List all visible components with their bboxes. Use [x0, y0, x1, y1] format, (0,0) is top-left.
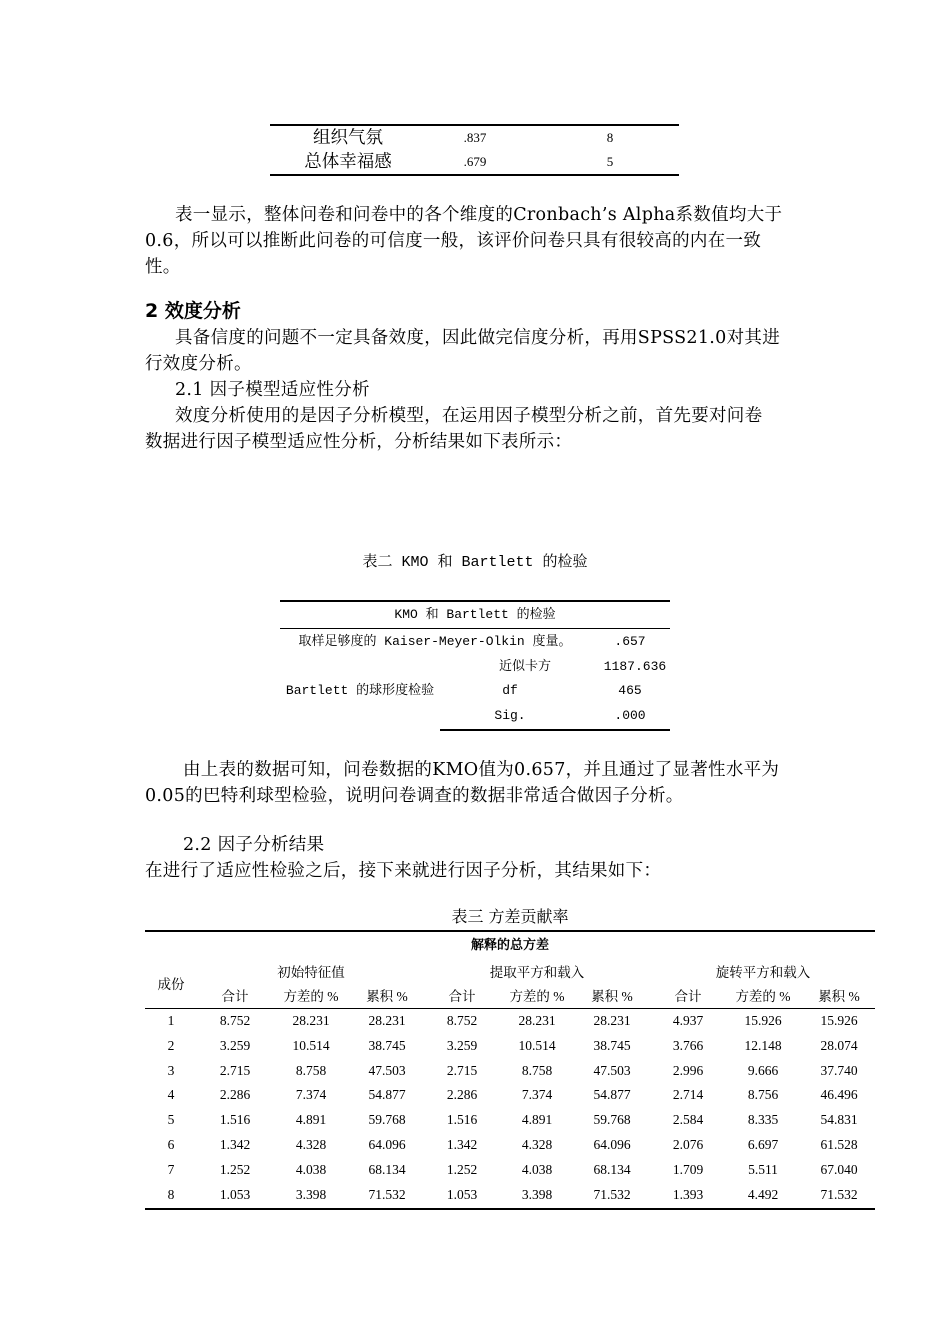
table1-row-alpha: .679: [463, 154, 487, 169]
bartlett-row-label: Sig.: [494, 708, 526, 723]
table-cell: 54.831: [820, 1112, 858, 1128]
bartlett-label: Bartlett 的球形度检验: [285, 683, 435, 698]
table-cell: 1.053: [219, 1186, 251, 1202]
table-cell: 1.709: [672, 1161, 704, 1177]
table-cell: 28.231: [518, 1013, 556, 1028]
table2-top-rule: [280, 600, 670, 602]
table3-top-rule: [145, 930, 875, 932]
table-cell: 7.374: [295, 1087, 327, 1103]
table-cell: 38.745: [368, 1037, 406, 1053]
table-cell: 59.768: [368, 1112, 406, 1128]
table-cell: 8.758: [295, 1062, 327, 1078]
table-cell: 37.740: [820, 1062, 858, 1078]
table1-row-items: 5: [606, 154, 614, 169]
sub-header: 累积 %: [818, 989, 860, 1004]
table-cell: 64.096: [368, 1137, 406, 1152]
table-cell: 8.752: [219, 1013, 251, 1028]
table-cell: 8.335: [747, 1112, 779, 1128]
table-cell: 67.040: [820, 1161, 858, 1177]
sub-header: 合计: [674, 989, 702, 1004]
table-cell: 1.053: [446, 1186, 478, 1202]
table-cell: 2.076: [672, 1137, 704, 1152]
table-cell: 10.514: [518, 1037, 556, 1053]
table-cell: 3.398: [521, 1186, 553, 1202]
table-cell: 8.756: [747, 1087, 779, 1103]
table-cell: 2.714: [672, 1087, 704, 1103]
component-number: 8: [167, 1186, 175, 1202]
paragraph-line: 表一显示，整体问卷和问卷中的各个维度的Cronbach’s Alpha系数值均大于: [175, 205, 783, 225]
paragraph-line: 由上表的数据可知，问卷数据的KMO值为0.657，并且通过了显著性水平为: [183, 760, 780, 780]
table2-header: KMO 和 Bartlett 的检验: [394, 607, 556, 622]
paragraph-line: 0.05的巴特利球型检验，说明问卷调查的数据非常适合做因子分析。: [145, 786, 684, 806]
component-number: 4: [167, 1087, 175, 1103]
table-cell: 28.074: [820, 1037, 858, 1053]
table-cell: 4.328: [295, 1137, 327, 1152]
paragraph: [145, 757, 825, 809]
table-cell: 10.514: [292, 1037, 330, 1053]
bartlett-row-label: df: [502, 683, 518, 698]
table-cell: 47.503: [593, 1062, 631, 1078]
table-cell: 1.252: [446, 1161, 478, 1177]
table-cell: 15.926: [744, 1013, 782, 1028]
paragraph: [145, 832, 825, 884]
paragraph-line: 0.6，所以可以推断此问卷的可信度一般，该评价问卷只具有很较高的内在一致: [145, 231, 762, 251]
table-cell: 1.516: [446, 1112, 478, 1128]
sub-header: 合计: [448, 989, 476, 1004]
component-number: 2: [167, 1037, 175, 1053]
component-header: 成份: [157, 977, 185, 992]
subsection-heading: 2.2 因子分析结果: [183, 835, 325, 855]
table-cell: 2.996: [672, 1062, 704, 1078]
paragraph-line: 数据进行因子模型适应性分析，分析结果如下表所示：: [145, 432, 573, 452]
table-cell: 9.666: [747, 1062, 779, 1078]
table-cell: 3.259: [446, 1037, 478, 1053]
table-cell: 15.926: [820, 1013, 858, 1028]
table-cell: 7.374: [521, 1087, 553, 1103]
table-cell: 38.745: [593, 1037, 631, 1053]
paragraph: [145, 325, 825, 455]
table-cell: 28.231: [292, 1013, 330, 1028]
component-number: 1: [167, 1013, 175, 1028]
table-cell: 4.038: [295, 1161, 327, 1177]
table-cell: 3.766: [672, 1037, 704, 1053]
table-cell: 2.715: [446, 1062, 478, 1078]
table1-row-dimension: 总体幸福感: [304, 152, 392, 172]
subsection-heading: 2.1 因子模型适应性分析: [175, 380, 370, 400]
group-header: 旋转平方和载入: [715, 965, 811, 980]
table-cell: 12.148: [744, 1037, 782, 1053]
table-cell: 4.891: [521, 1112, 553, 1128]
paragraph: [145, 202, 825, 280]
table-cell: 59.768: [593, 1112, 631, 1128]
table-cell: 2.584: [672, 1112, 704, 1128]
table-cell: 1.393: [672, 1186, 704, 1202]
sub-header: 累积 %: [366, 989, 408, 1004]
table1-row-dimension: 组织气氛: [313, 128, 383, 148]
table-cell: 64.096: [593, 1137, 631, 1152]
component-number: 3: [167, 1062, 175, 1078]
table-cell: 71.532: [368, 1186, 406, 1202]
paragraph-line: 效度分析使用的是因子分析模型，在运用因子模型分析之前，首先要对问卷: [175, 406, 763, 426]
table1-bottom-rule: [270, 174, 679, 176]
table-cell: 1.342: [446, 1137, 478, 1152]
table-cell: 4.328: [521, 1137, 553, 1152]
bartlett-row-value: .000: [614, 708, 646, 723]
table-cell: 8.752: [446, 1013, 478, 1028]
table3-header-rule: [145, 1008, 875, 1009]
table3-title: 解释的总方差: [470, 938, 549, 953]
table-cell: 4.492: [747, 1186, 779, 1202]
table-cell: 71.532: [593, 1186, 631, 1202]
table-cell: 3.398: [295, 1186, 327, 1202]
table-cell: 2.715: [219, 1062, 251, 1078]
table-cell: 61.528: [820, 1137, 858, 1152]
table-cell: 2.286: [219, 1087, 251, 1103]
table-cell: 68.134: [593, 1161, 631, 1177]
table-cell: 4.937: [672, 1013, 704, 1028]
sub-header: 累积 %: [591, 989, 633, 1004]
table2-caption: 表二 KMO 和 Bartlett 的检验: [362, 554, 588, 571]
bartlett-row-label: 近似卡方: [498, 659, 551, 674]
table-cell: 71.532: [820, 1186, 858, 1202]
bartlett-row-value: 1187.636: [603, 659, 667, 674]
table-cell: 54.877: [593, 1087, 631, 1103]
table-cell: 1.516: [219, 1112, 251, 1128]
sub-header: 方差的 %: [735, 989, 791, 1004]
component-number: 7: [167, 1161, 175, 1177]
table3-bottom-rule: [145, 1208, 875, 1210]
table-cell: 47.503: [368, 1062, 406, 1078]
paragraph-line: 具备信度的问题不一定具备效度，因此做完信度分析，再用SPSS21.0对其进: [175, 328, 780, 348]
kmo-value: .657: [614, 634, 646, 649]
section-heading: 2 效度分析: [145, 300, 241, 322]
sub-header: 合计: [221, 989, 249, 1004]
table1-row-items: 8: [606, 130, 614, 145]
table-cell: 46.496: [820, 1087, 858, 1103]
sub-header: 方差的 %: [283, 989, 339, 1004]
table2-bottom-rule: [440, 729, 670, 731]
table1-row-alpha: .837: [463, 130, 487, 145]
table-cell: 68.134: [368, 1161, 406, 1177]
group-header: 提取平方和载入: [489, 965, 585, 980]
table-cell: 5.511: [748, 1161, 778, 1177]
table-cell: 1.342: [219, 1137, 251, 1152]
table-cell: 54.877: [368, 1087, 406, 1103]
table-cell: 4.891: [295, 1112, 327, 1128]
group-header: 初始特征值: [277, 965, 345, 980]
kmo-label: 取样足够度的 Kaiser-Meyer-Olkin 度量。: [298, 634, 572, 649]
table-cell: 28.231: [593, 1013, 631, 1028]
table-cell: 6.697: [747, 1137, 779, 1152]
sub-header: 方差的 %: [509, 989, 565, 1004]
paragraph-line: 性。: [145, 257, 181, 277]
table-cell: 1.252: [219, 1161, 251, 1177]
paragraph-line: 在进行了适应性检验之后，接下来就进行因子分析，其结果如下：: [145, 861, 662, 881]
paragraph-line: 行效度分析。: [145, 354, 252, 374]
table-cell: 2.286: [446, 1087, 478, 1103]
table2-header-rule: [280, 628, 670, 629]
table-cell: 3.259: [219, 1037, 251, 1053]
table3-caption: 表三 方差贡献率: [451, 907, 569, 926]
table-cell: 4.038: [521, 1161, 553, 1177]
component-number: 5: [167, 1112, 175, 1128]
component-number: 6: [167, 1137, 175, 1152]
table-cell: 8.758: [521, 1062, 553, 1078]
table-cell: 28.231: [368, 1013, 406, 1028]
bartlett-row-value: 465: [618, 683, 642, 698]
